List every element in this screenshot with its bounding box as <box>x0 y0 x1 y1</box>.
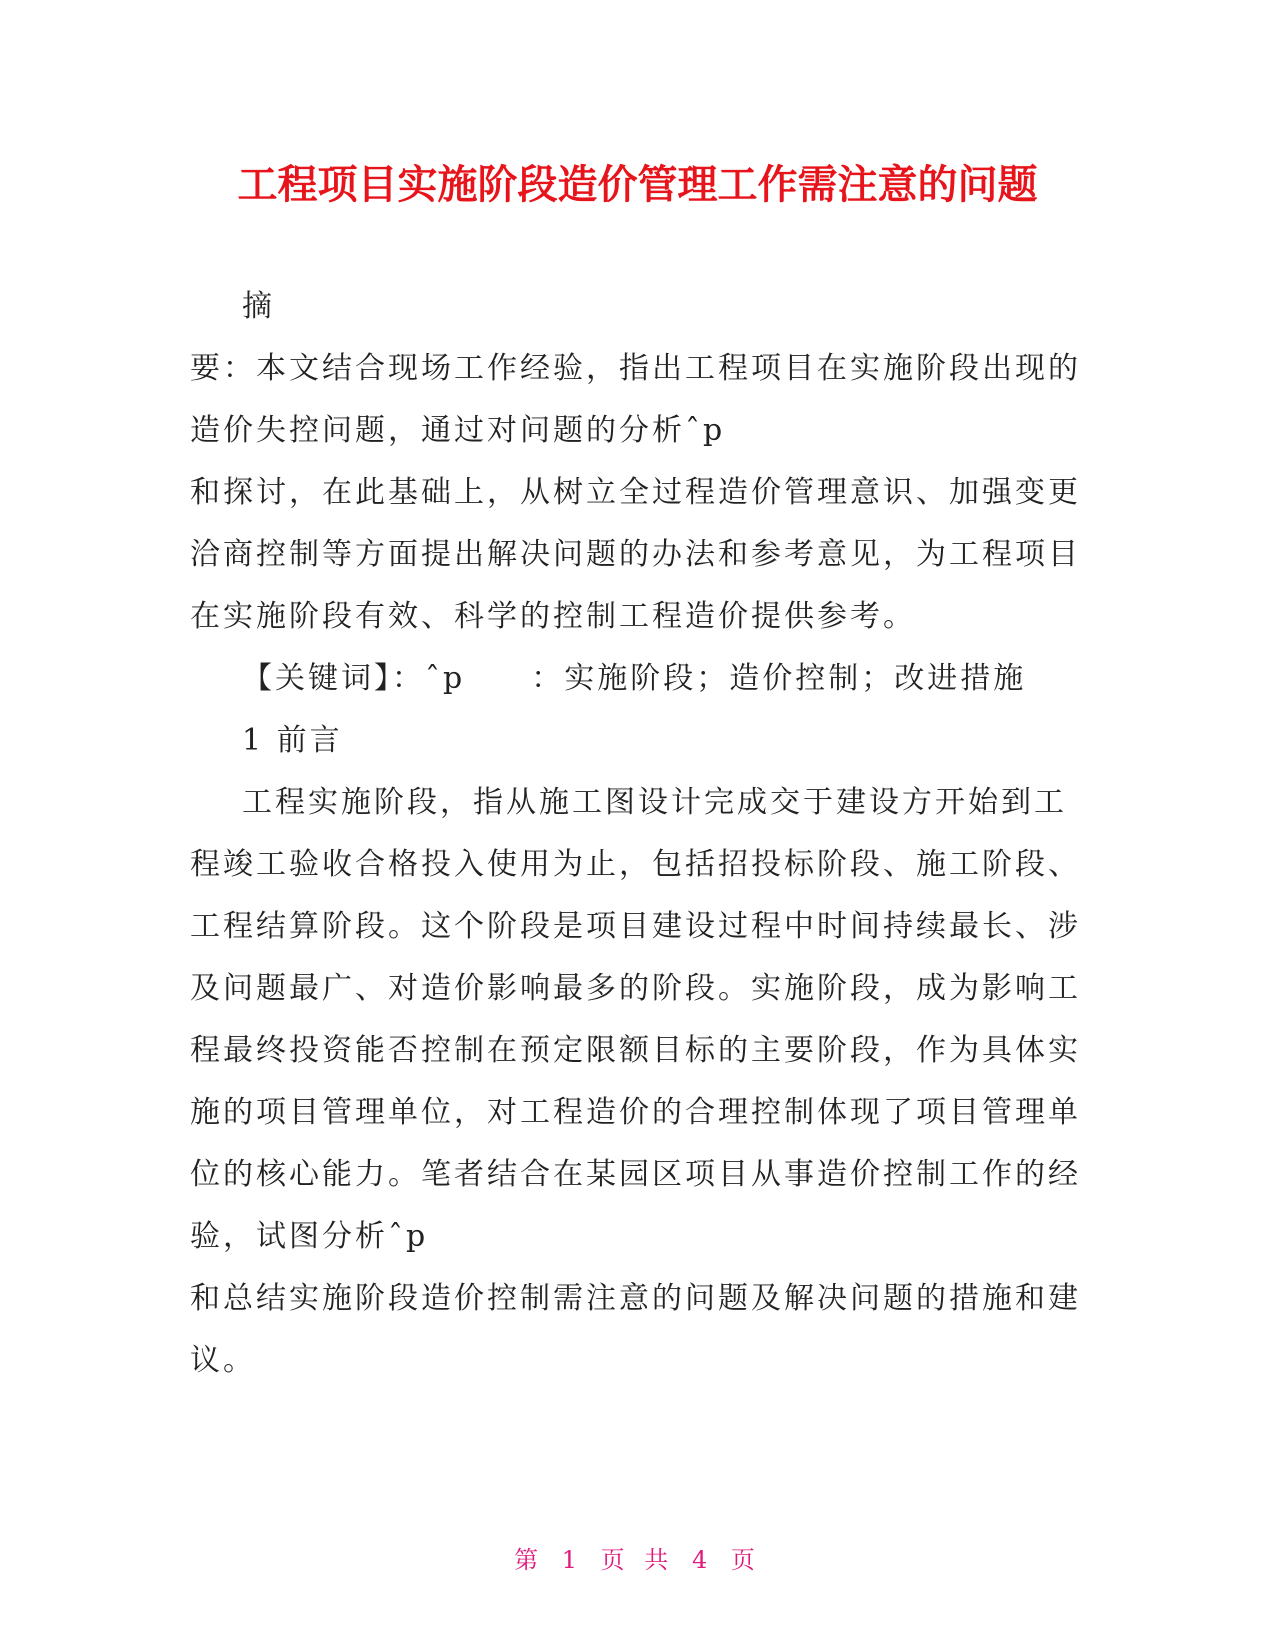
paragraph-line: 位的核心能力。笔者结合在某园区项目从事造价控制工作的经 <box>190 1157 1081 1192</box>
abstract-line: 在实施阶段有效、科学的控制工程造价提供参考。 <box>190 599 916 634</box>
paragraph-line: 验，试图分析ˆp <box>190 1219 429 1254</box>
document-title: 工程项目实施阶段造价管理工作需注意的问题 <box>237 162 1038 208</box>
footer-total-pages: 4 <box>691 1546 714 1574</box>
abstract-line: 要：本文结合现场工作经验，指出工程项目在实施阶段出现的 <box>190 351 1081 386</box>
abstract-line: 和探讨，在此基础上，从树立全过程造价管理意识、加强变更 <box>190 475 1081 510</box>
keywords-line: 【关键词】：ˆp ：实施阶段；造价控制；改进措施 <box>242 661 1027 696</box>
paragraph-line: 议。 <box>190 1343 256 1378</box>
paragraph-line: 和总结实施阶段造价控制需注意的问题及解决问题的措施和建 <box>190 1281 1081 1316</box>
paragraph-line: 工程实施阶段，指从施工图设计完成交于建设方开始到工 <box>242 785 1067 820</box>
footer-middle: 页 共 <box>600 1546 675 1574</box>
paragraph-line: 及问题最广、对造价影响最多的阶段。实施阶段，成为影响工 <box>190 971 1081 1006</box>
footer-suffix: 页 <box>730 1546 761 1574</box>
paragraph-line: 程最终投资能否控制在预定限额目标的主要阶段，作为具体实 <box>190 1033 1081 1068</box>
abstract-label-line: 摘 <box>242 289 275 324</box>
paragraph-line: 程竣工验收合格投入使用为止，包括招投标阶段、施工阶段、 <box>190 847 1081 882</box>
abstract-line: 洽商控制等方面提出解决问题的办法和参考意见，为工程项目 <box>190 537 1081 572</box>
page-footer <box>0 1545 1275 1575</box>
paragraph-line: 工程结算阶段。这个阶段是项目建设过程中时间持续最长、涉 <box>190 909 1081 944</box>
section-heading: 1 前言 <box>242 723 343 758</box>
footer-page-number: 1 <box>561 1546 584 1574</box>
footer-prefix: 第 <box>514 1546 545 1574</box>
paragraph-line: 施的项目管理单位，对工程造价的合理控制体现了项目管理单 <box>190 1095 1081 1130</box>
abstract-line: 造价失控问题，通过对问题的分析ˆp <box>190 413 726 448</box>
